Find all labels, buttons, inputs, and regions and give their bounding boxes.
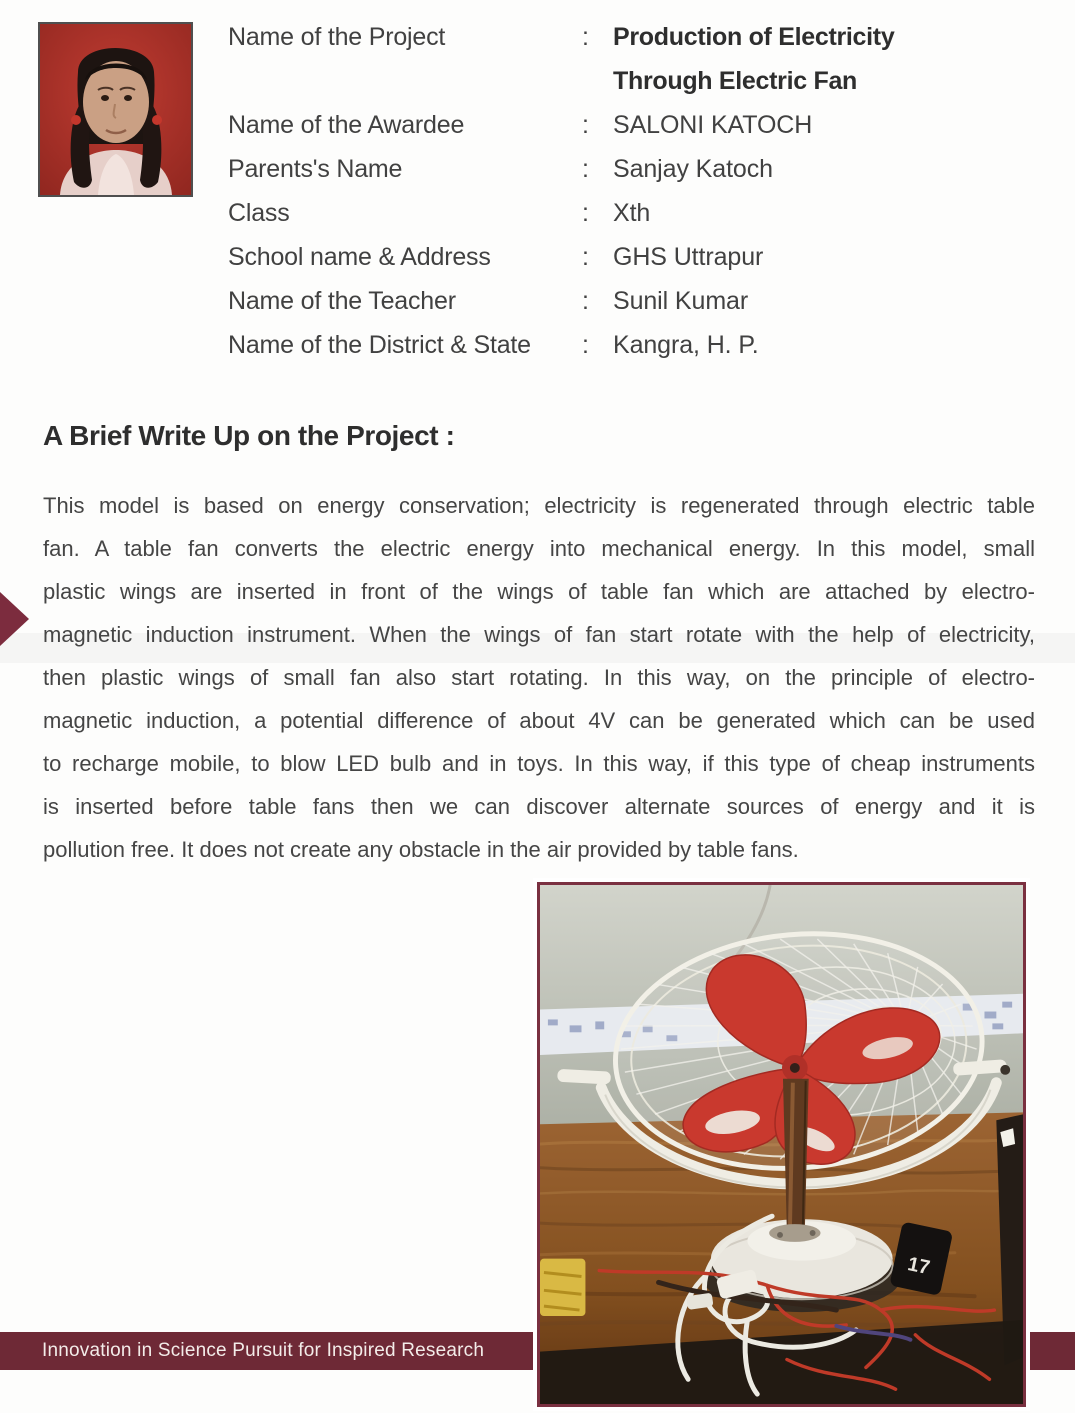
info-value-line: Sunil Kumar: [613, 287, 749, 315]
writeup-line: plastic wings are inserted in front of the wings of table fan which are attached by electro-: [43, 579, 1035, 604]
info-row: [228, 235, 1045, 279]
info-value: [613, 147, 1045, 191]
svg-text:17: 17: [905, 1253, 932, 1280]
writeup-paragraph: [43, 484, 1035, 871]
info-value-line: GHS Uttrapur: [613, 243, 764, 271]
info-row: [228, 15, 1045, 103]
project-photo: [537, 882, 1026, 1407]
info-row: [228, 323, 1045, 367]
info-colon: :: [582, 243, 589, 271]
info-value-line: Through Electric Fan: [613, 67, 858, 95]
info-value-line: Xth: [613, 199, 651, 227]
info-colon: :: [582, 199, 589, 227]
info-value: [613, 279, 1045, 323]
info-value: [613, 235, 1045, 279]
info-label: Name of the Teacher: [228, 287, 456, 315]
awardee-photo-illustration: [40, 24, 191, 195]
info-colon: :: [582, 23, 589, 51]
writeup-line: pollution free. It does not create any obstacle in the air provided by table fans.: [43, 837, 799, 862]
info-value: [613, 103, 1045, 147]
info-value: [613, 15, 1045, 103]
info-value-line: Production of Electricity: [613, 23, 895, 51]
info-label: Name of the Awardee: [228, 111, 465, 139]
writeup-line: fan. A table fan converts the electric energy into mechanical energy. In this model, small: [43, 536, 1035, 561]
info-label: Name of the Project: [228, 23, 446, 51]
writeup-line: magnetic induction, a potential difference of about 4V can be generated which can be used: [43, 708, 1035, 733]
info-colon: :: [582, 287, 589, 315]
writeup-heading: A Brief Write Up on the Project :: [43, 420, 455, 451]
info-colon: :: [582, 111, 589, 139]
info-row: [228, 147, 1045, 191]
info-row: [228, 191, 1045, 235]
writeup-line: then plastic wings of small fan also start rotating. In this way, on the principle of electro-: [43, 665, 1035, 690]
fan-photo-illustration: [540, 885, 1023, 1404]
info-label: Parents's Name: [228, 155, 403, 183]
info-value-line: Sanjay Katoch: [613, 155, 773, 183]
info-colon: :: [582, 155, 589, 183]
info-value: [613, 191, 1045, 235]
writeup-line: magnetic induction instrument. When the wings of fan start rotate with the help of electricity,: [43, 622, 1035, 647]
info-value-line: Kangra, H. P.: [613, 331, 759, 359]
writeup-line: This model is based on energy conservation; electricity is regenerated through electric table: [43, 493, 1035, 518]
info-value-line: SALONI KATOCH: [613, 111, 813, 139]
info-row: [228, 103, 1045, 147]
footer-slogan: Innovation in Science Pursuit for Inspired Research: [42, 1340, 485, 1361]
info-value: [613, 323, 1045, 367]
margin-arrow-icon: [0, 592, 29, 646]
info-label: Class: [228, 199, 290, 227]
info-label: Name of the District & State: [228, 331, 531, 359]
project-info-rows: [228, 15, 1045, 367]
info-label: School name & Address: [228, 243, 491, 271]
writeup-line: to recharge mobile, to blow LED bulb and in toys. In this way, if this type of cheap instruments: [43, 751, 1035, 776]
writeup-line: is inserted before table fans then we can discover alternate sources of energy and it is: [43, 794, 1035, 819]
info-colon: :: [582, 331, 589, 359]
info-row: [228, 279, 1045, 323]
awardee-photo: [38, 22, 193, 197]
